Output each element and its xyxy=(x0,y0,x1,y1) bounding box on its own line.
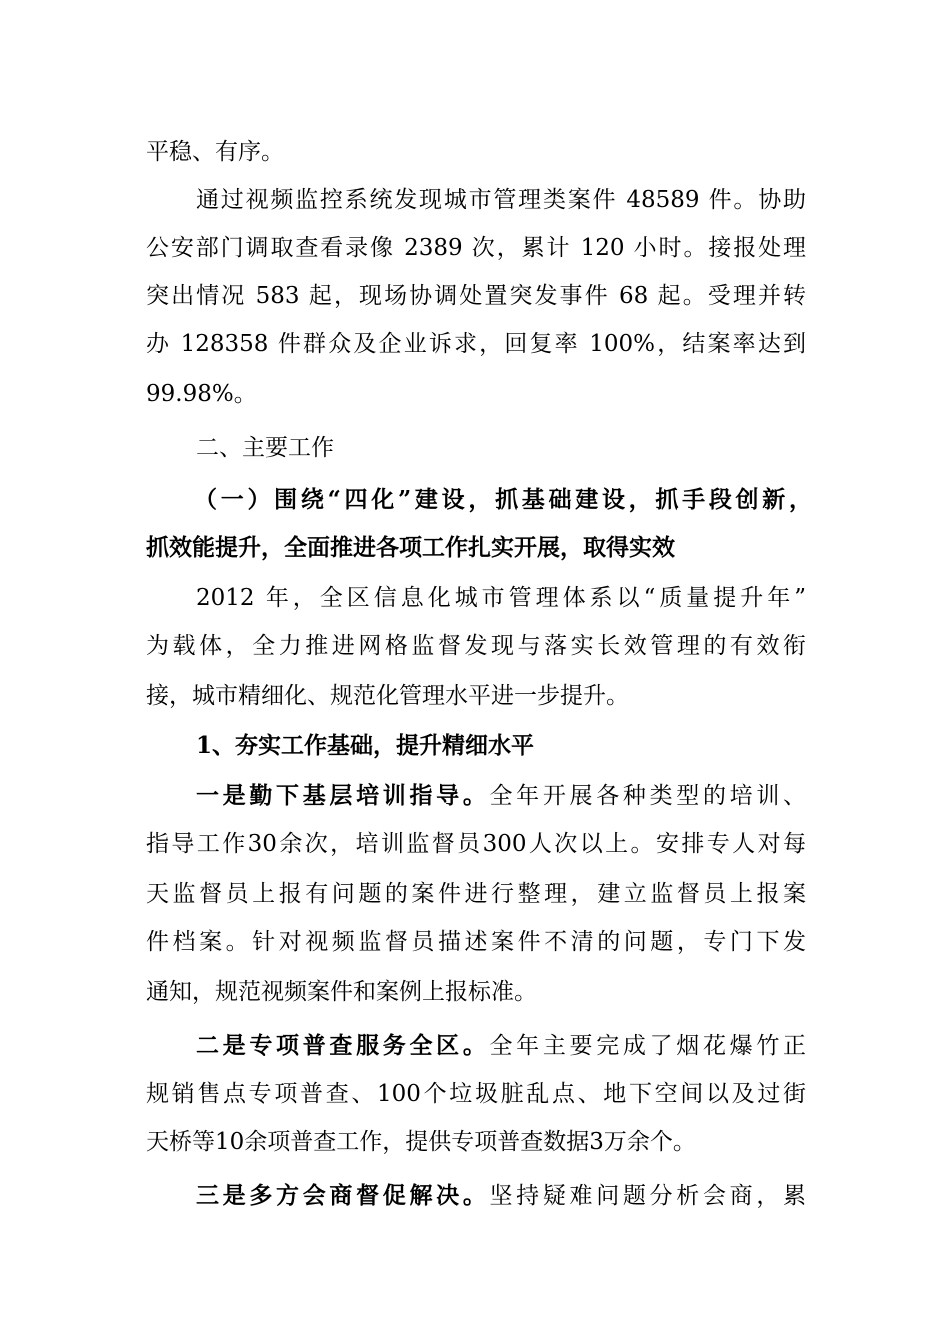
paragraph-line xyxy=(196,781,806,811)
lead-phrase: 二是专项普查服务全区。 xyxy=(196,1032,490,1059)
paragraph-line: 接，城市精细化、规范化管理水平进一步提升。 xyxy=(146,683,629,709)
paragraph-line: 规销售点专项普查、100个垃圾脏乱点、地下空间以及过街 xyxy=(146,1081,806,1107)
paragraph-line: 平稳、有序。 xyxy=(146,139,284,165)
paragraph-line: 2012 年，全区信息化城市管理体系以“质量提升年” xyxy=(196,585,806,611)
lead-rest: 坚持疑难问题分析会商，累 xyxy=(489,1183,807,1209)
lead-rest: 全年开展各种类型的培训、 xyxy=(489,783,807,809)
paragraph-line: 指导工作30余次，培训监督员300人次以上。安排专人对每 xyxy=(146,831,806,857)
paragraph-line: 件档案。针对视频监督员描述案件不清的问题，专门下发 xyxy=(146,929,806,955)
section-heading: 二、主要工作 xyxy=(196,435,334,461)
paragraph-line xyxy=(196,1181,806,1211)
paragraph-line: 突出情况 583 起，现场协调处置突发事件 68 起。受理并转 xyxy=(146,283,806,309)
paragraph-line: 99.98%。 xyxy=(146,381,257,407)
paragraph-line: 天桥等10余项普查工作，提供专项普查数据3万余个。 xyxy=(146,1129,696,1155)
paragraph-line: 为载体，全力推进网格监督发现与落实长效管理的有效衔 xyxy=(146,633,806,659)
lead-phrase: 一是勤下基层培训指导。 xyxy=(196,782,490,809)
lead-rest: 全年主要完成了烟花爆竹正 xyxy=(489,1033,807,1059)
paragraph-line: 天监督员上报有问题的案件进行整理，建立监督员上报案 xyxy=(146,881,806,907)
item-heading: 1、夯实工作基础，提升精细水平 xyxy=(196,732,535,759)
subsection-heading-cont: 抓效能提升，全面推进各项工作扎实开展，取得实效 xyxy=(146,534,675,561)
paragraph-line: 公安部门调取查看录像 2389 次，累计 120 小时。接报处理 xyxy=(146,235,806,261)
lead-phrase: 三是多方会商督促解决。 xyxy=(196,1182,490,1209)
paragraph-line xyxy=(196,1031,806,1061)
paragraph-line: 办 128358 件群众及企业诉求，回复率 100%，结案率达到 xyxy=(146,331,806,357)
subsection-heading: （一）围绕“四化”建设，抓基础建设，抓手段创新， xyxy=(194,486,812,513)
paragraph-line: 通过视频监控系统发现城市管理类案件 48589 件。协助 xyxy=(196,187,806,213)
paragraph-line: 通知，规范视频案件和案例上报标准。 xyxy=(146,979,537,1005)
